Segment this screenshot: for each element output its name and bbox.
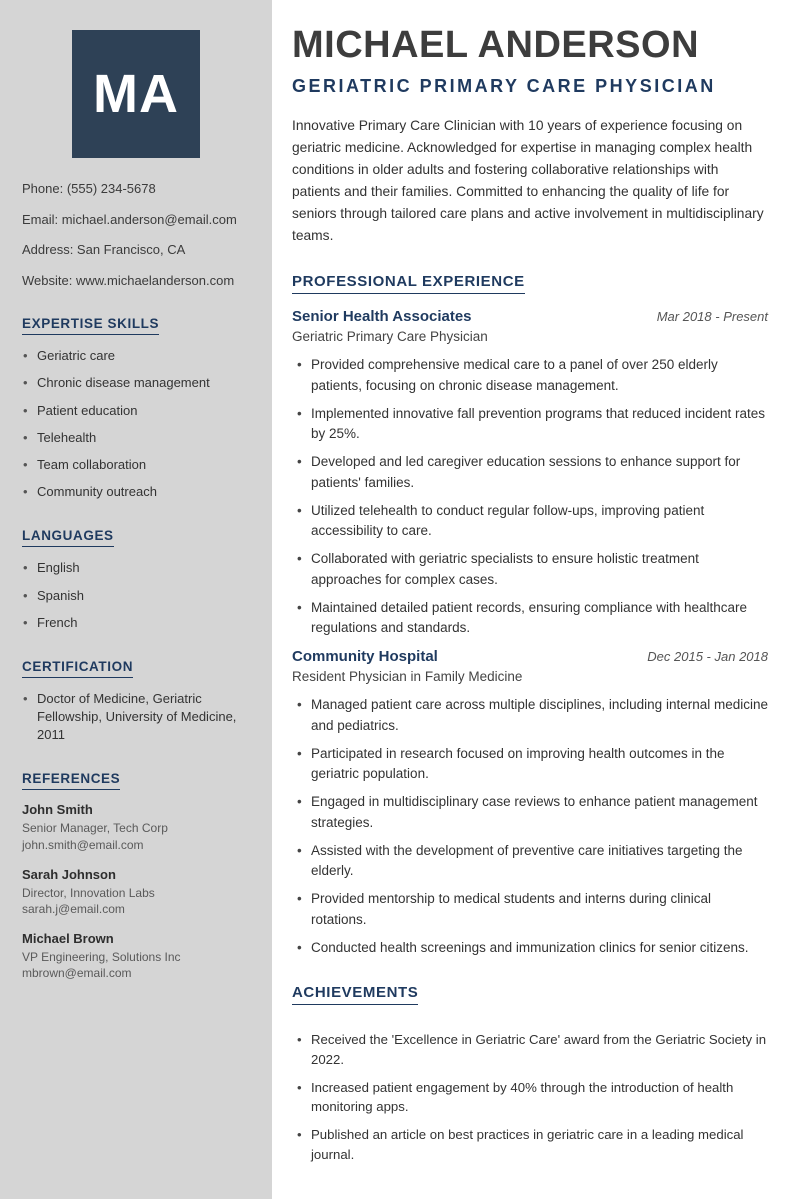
- experience-entry: [292, 308, 768, 638]
- experience-bullet: • Engaged in multidisciplinary case reviews to enhance patient management strategies.: [292, 792, 768, 833]
- experience-bullet: • Provided mentorship to medical students and interns during clinical rotations.: [292, 889, 768, 930]
- section-title-references: REFERENCES: [22, 771, 120, 790]
- language-item: • Spanish: [22, 587, 250, 605]
- skill-item: • Geriatric care: [22, 347, 250, 365]
- skill-item: • Telehealth: [22, 429, 250, 447]
- reference-entry: [22, 931, 250, 981]
- skill-item: • Patient education: [22, 402, 250, 420]
- experience-bullet: • Managed patient care across multiple disciplines, including internal medicine and pediatrics.: [292, 695, 768, 736]
- reference-entry: [22, 867, 250, 917]
- experience-bullets: [292, 695, 768, 958]
- experience-bullet: • Assisted with the development of preventive care initiatives targeting the elderly.: [292, 841, 768, 882]
- languages-list: [22, 559, 250, 632]
- contact-phone: Phone: (555) 234-5678: [22, 181, 156, 196]
- skill-item: • Community outreach: [22, 483, 250, 501]
- language-item: • English: [22, 559, 250, 577]
- section-professional-experience: [292, 273, 768, 958]
- certification-item: • Doctor of Medicine, Geriatric Fellowship, University of Medicine, 2011: [22, 690, 250, 745]
- summary-paragraph: Innovative Primary Care Clinician with 10 years of experience focusing on geriatric medicine. Acknowledged for expertise in managing complex health conditions in older adults and fostering collaborative relationships with patients and their families. Committed to enhancing the quality of life for seniors through tailored care plans and active involvement in multidisciplinary teams.: [292, 117, 764, 244]
- section-expertise-skills: [22, 315, 250, 501]
- achievements-list: [292, 1030, 768, 1165]
- contact-info: [22, 180, 250, 289]
- skill-item: • Team collaboration: [22, 456, 250, 474]
- main-content: [272, 0, 800, 1199]
- section-achievements: [292, 984, 768, 1165]
- employment-dates: Dec 2015 - Jan 2018: [647, 649, 768, 665]
- achievement-item: • Increased patient engagement by 40% through the introduction of health monitoring apps.: [292, 1078, 768, 1118]
- achievement-item: • Published an article on best practices in geriatric care in a leading medical journal.: [292, 1125, 768, 1165]
- contact-address: Address: San Francisco, CA: [22, 242, 186, 258]
- section-languages: [22, 527, 250, 632]
- sidebar: [0, 0, 272, 1199]
- section-certification: [22, 658, 250, 745]
- reference-role: Director, Innovation Labs: [22, 885, 155, 900]
- reference-entry: [22, 802, 250, 852]
- experience-bullet: • Maintained detailed patient records, ensuring compliance with healthcare regulations and standards.: [292, 598, 768, 639]
- experience-header: [292, 308, 768, 325]
- language-item: • French: [22, 614, 250, 632]
- reference-name: John Smith: [22, 802, 93, 818]
- reference-email: john.smith@email.com: [22, 837, 144, 852]
- company-name: Senior Health Associates: [292, 308, 472, 326]
- experience-bullet: • Implemented innovative fall prevention programs that reduced incident rates by 25%.: [292, 404, 768, 445]
- reference-role: VP Engineering, Solutions Inc: [22, 950, 181, 965]
- avatar-initials: MA: [93, 64, 179, 124]
- skill-item: • Chronic disease management: [22, 374, 250, 392]
- achievement-item: • Received the 'Excellence in Geriatric Care' award from the Geriatric Society in 2022.: [292, 1030, 768, 1070]
- experience-bullet: • Provided comprehensive medical care to a panel of over 250 elderly patients, focusing on chronic disease management.: [292, 355, 768, 396]
- section-title-languages: LANGUAGES: [22, 528, 114, 547]
- experience-bullet: • Developed and led caregiver education sessions to enhance support for patients' families.: [292, 452, 768, 493]
- skills-list: [22, 347, 250, 501]
- reference-name: Michael Brown: [22, 931, 114, 947]
- section-title-certification: CERTIFICATION: [22, 659, 133, 678]
- employment-dates: Mar 2018 - Present: [656, 309, 768, 325]
- position-title: Resident Physician in Family Medicine: [292, 669, 523, 685]
- section-title-professional-experience: PROFESSIONAL EXPERIENCE: [292, 273, 525, 294]
- experience-bullet: • Collaborated with geriatric specialists to ensure holistic treatment approaches for complex cases.: [292, 549, 768, 590]
- experience-header: [292, 648, 768, 665]
- contact-website: Website: www.michaelanderson.com: [22, 272, 235, 288]
- reference-role: Senior Manager, Tech Corp: [22, 821, 168, 836]
- section-references: [22, 770, 250, 981]
- contact-email: Email: michael.anderson@email.com: [22, 211, 237, 227]
- candidate-job-title: GERIATRIC PRIMARY CARE PHYSICIAN: [292, 75, 716, 96]
- company-name: Community Hospital: [292, 648, 438, 666]
- reference-name: Sarah Johnson: [22, 866, 116, 882]
- experience-bullet: • Conducted health screenings and immunization clinics for senior citizens.: [292, 938, 768, 958]
- experience-bullets: [292, 355, 768, 638]
- experience-bullet: • Participated in research focused on improving health outcomes in the geriatric population.: [292, 744, 768, 785]
- experience-bullet: • Utilized telehealth to conduct regular follow-ups, improving patient accessibility to care.: [292, 501, 768, 542]
- experience-entry: [292, 648, 768, 958]
- section-title-expertise-skills: EXPERTISE SKILLS: [22, 316, 159, 335]
- section-title-achievements: ACHIEVEMENTS: [292, 984, 418, 1005]
- position-title: Geriatric Primary Care Physician: [292, 329, 488, 345]
- avatar: [72, 30, 200, 158]
- reference-email: sarah.j@email.com: [22, 902, 125, 916]
- reference-email: mbrown@email.com: [22, 966, 132, 981]
- candidate-name: MICHAEL ANDERSON: [292, 24, 700, 66]
- certification-list: [22, 690, 250, 745]
